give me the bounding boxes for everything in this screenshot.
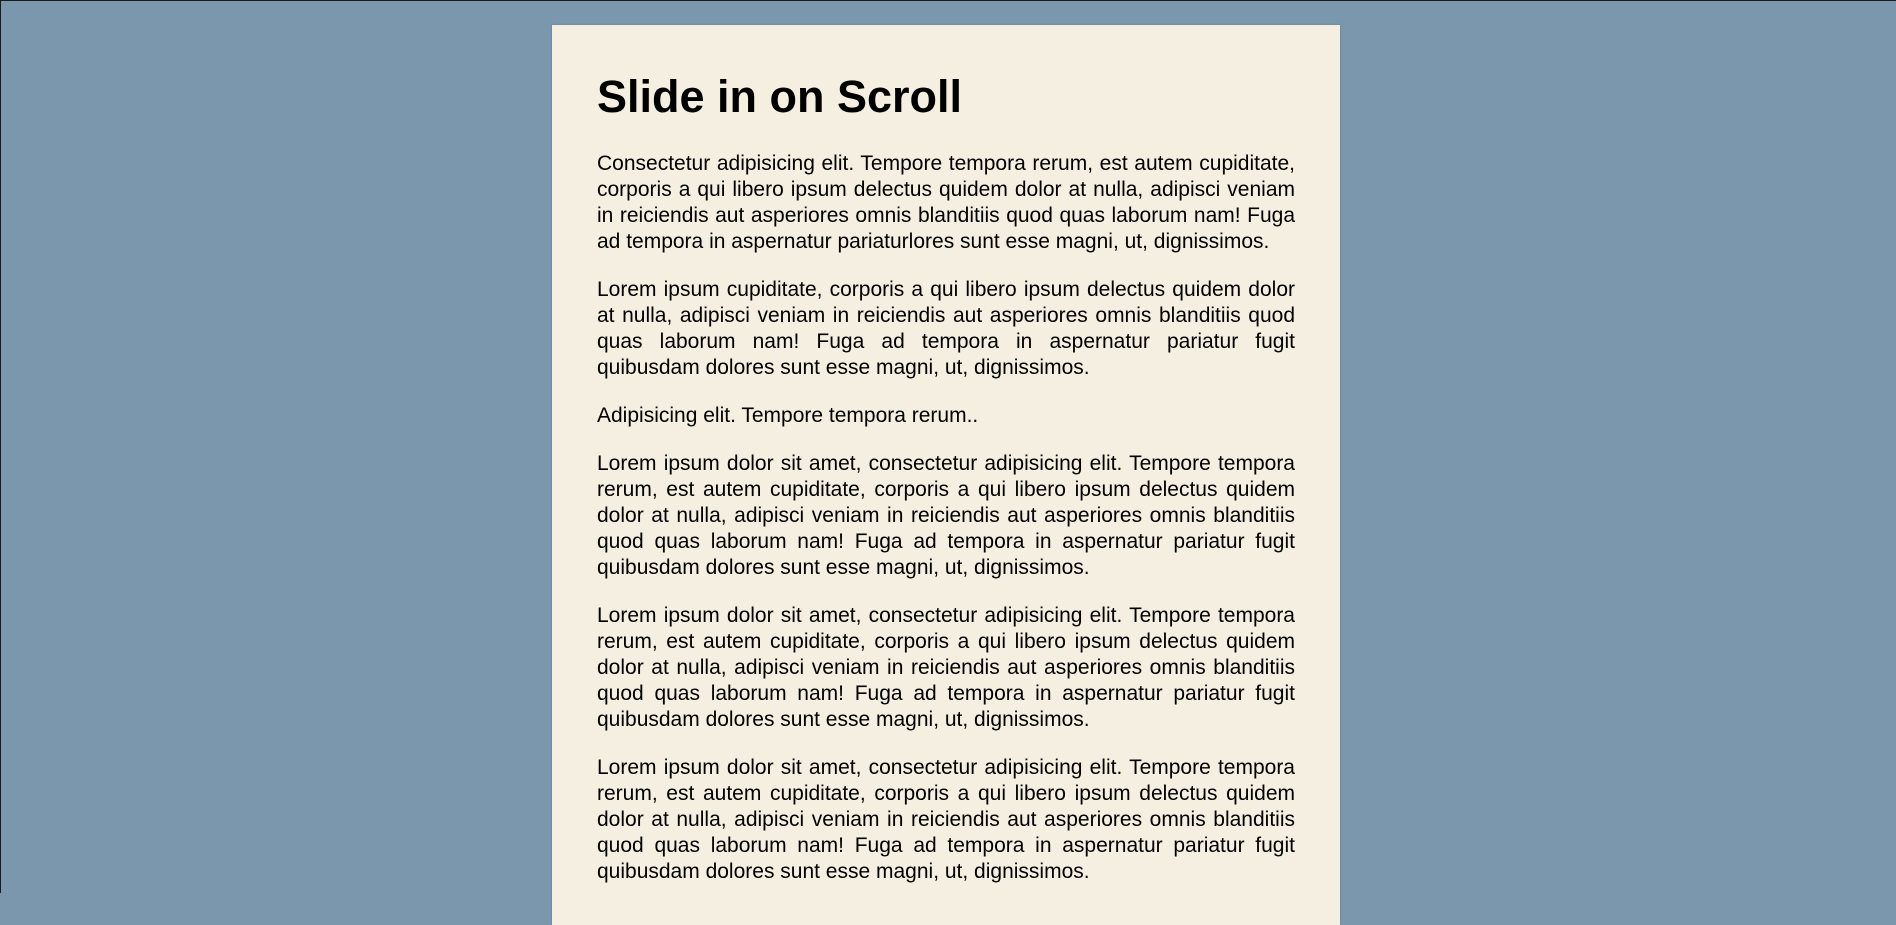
article-paragraph-4: Lorem ipsum dolor sit amet, consectetur adipisicing elit. Tempore tempora rerum, est autem cupiditate, corporis a qui libero ipsum delectus quidem dolor at nulla, adipisci veniam in reiciendis aut asperiores omnis blanditiis quod quas laborum nam! Fuga ad tempora in aspernatur pariatur fugit quibusdam dolores sunt esse magni, ut, dignissimos. — [597, 451, 1295, 579]
article-paragraph-5: Lorem ipsum dolor sit amet, consectetur adipisicing elit. Tempore tempora rerum, est autem cupiditate, corporis a qui libero ipsum delectus quidem dolor at nulla, adipisci veniam in reiciendis aut asperiores omnis blanditiis quod quas laborum nam! Fuga ad tempora in aspernatur pariatur fugit quibusdam dolores sunt esse magni, ut, dignissimos. — [597, 603, 1295, 731]
article-paragraph-3: Adipisicing elit. Tempore tempora rerum.. — [597, 403, 979, 427]
article-paragraph-6: Lorem ipsum dolor sit amet, consectetur adipisicing elit. Tempore tempora rerum, est autem cupiditate, corporis a qui libero ipsum delectus quidem dolor at nulla, adipisci veniam in reiciendis aut asperiores omnis blanditiis quod quas laborum nam! Fuga ad tempora in aspernatur pariatur fugit quibusdam dolores sunt esse magni, ut, dignissimos. — [597, 755, 1295, 883]
page-title: Slide in on Scroll — [597, 71, 963, 122]
article-paragraph-2: Lorem ipsum cupiditate, corporis a qui libero ipsum delectus quidem dolor at nulla, adipisci veniam in reiciendis aut asperiores omnis blanditiis quod quas laborum nam! Fuga ad tempora in aspernatur pariatur fugit quibusdam dolores sunt esse magni, ut, dignissimos. — [597, 277, 1295, 379]
content-panel — [552, 25, 1340, 925]
article-paragraph-1: Consectetur adipisicing elit. Tempore tempora rerum, est autem cupiditate, corporis a qui libero ipsum delectus quidem dolor at nulla, adipisci veniam in reiciendis aut asperiores omnis blanditiis quod quas laborum nam! Fuga ad tempora in aspernatur pariaturlores sunt esse magni, ut, dignissimos. — [597, 151, 1295, 253]
